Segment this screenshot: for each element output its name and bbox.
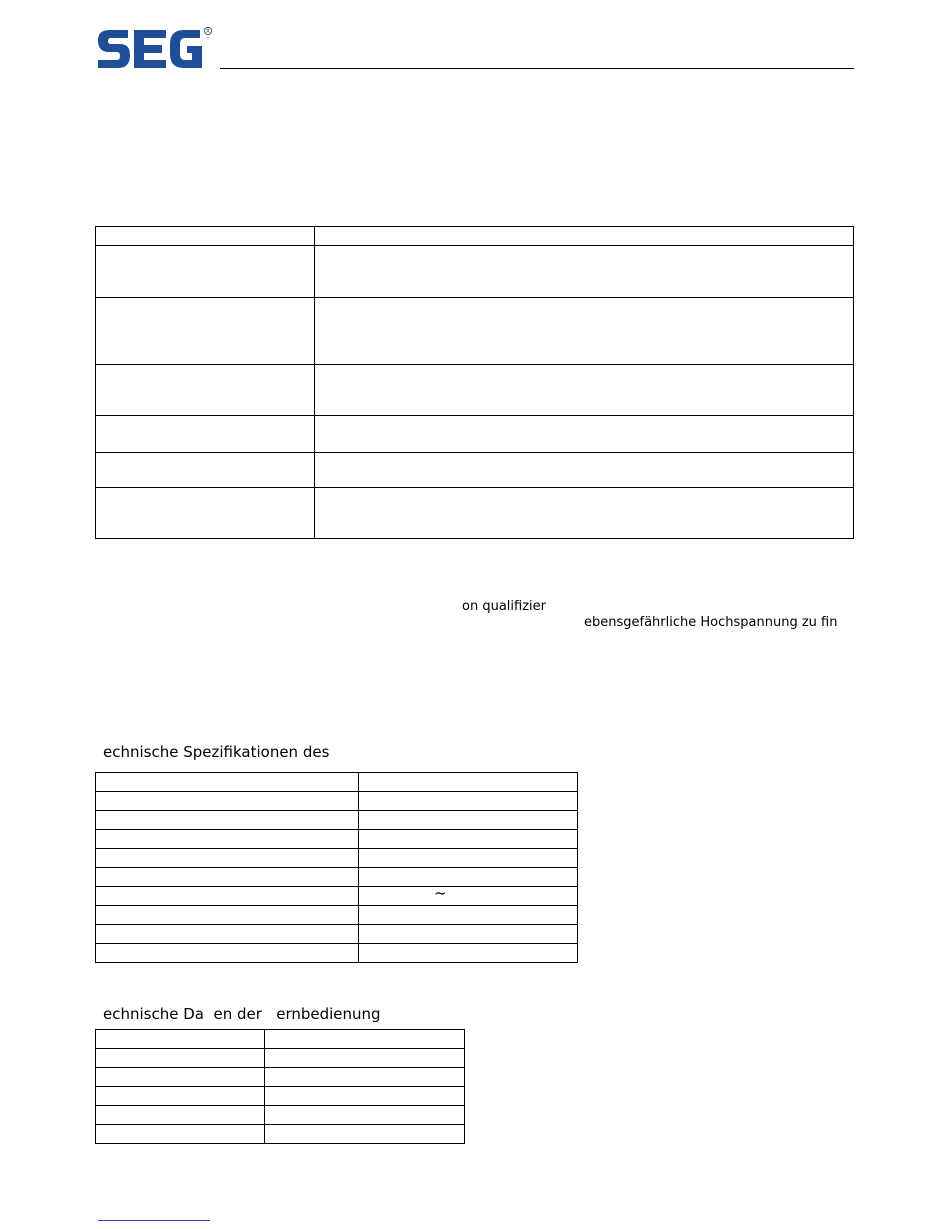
specs-table [95, 772, 578, 963]
table-row [96, 1106, 465, 1125]
table-row [96, 887, 578, 906]
seg-logo [94, 26, 214, 72]
svg-text:R: R [206, 28, 210, 35]
troubleshooting-table [95, 226, 854, 539]
table-row [96, 868, 578, 887]
table-row [96, 773, 578, 792]
remote-table [95, 1029, 465, 1144]
ac-tilde: ~ [434, 884, 447, 902]
table-row [96, 246, 854, 298]
header-rule [220, 68, 854, 69]
table-row [96, 1030, 465, 1049]
table-row [96, 830, 578, 849]
table-row [96, 488, 854, 539]
table-row [96, 1068, 465, 1087]
table-row [96, 792, 578, 811]
specs-heading: echnische Spezifikationen des [103, 743, 330, 761]
footer-link-underline[interactable] [98, 1220, 210, 1221]
table-row [96, 298, 854, 365]
table-row [96, 227, 854, 246]
table-row [96, 1125, 465, 1144]
table-row [96, 453, 854, 488]
table-row [96, 811, 578, 830]
table-row [96, 906, 578, 925]
remote-heading: echnische Da en der ernbedienung [103, 1005, 381, 1023]
notice-fragment-high-voltage: ebensgefährliche Hochspannung zu fin [584, 615, 838, 630]
table-row [96, 944, 578, 963]
notice-fragment-qualified: on qualifizier [462, 599, 546, 614]
table-row [96, 1087, 465, 1106]
table-row [96, 925, 578, 944]
table-row [96, 416, 854, 453]
table-row [96, 1049, 465, 1068]
table-row [96, 365, 854, 416]
table-row [96, 849, 578, 868]
